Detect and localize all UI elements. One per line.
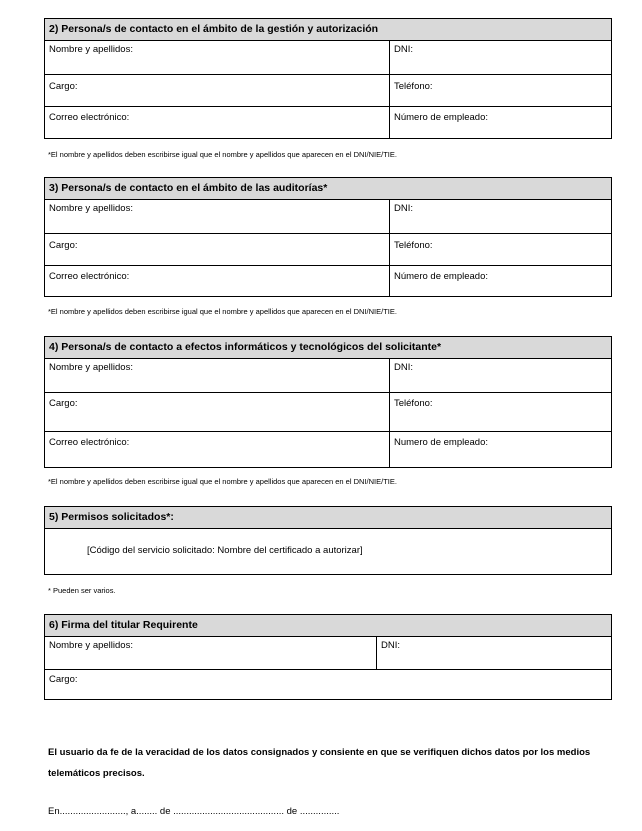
name-field[interactable]: Nombre y apellidos: — [45, 637, 377, 669]
dni-field[interactable]: DNI: — [394, 203, 413, 214]
section-firma — [44, 614, 612, 700]
telefono-field[interactable]: Teléfono: — [394, 240, 433, 251]
cargo-field[interactable]: Cargo: — [49, 674, 78, 685]
telefono-field[interactable]: Teléfono: — [394, 398, 433, 409]
name-field[interactable]: Nombre y apellidos: — [45, 200, 390, 233]
permisos-content-field[interactable]: [Código del servicio solicitado: Nombre del certificado a autorizar] — [87, 545, 363, 556]
cargo-field[interactable]: Cargo: — [45, 75, 390, 106]
telefono-field[interactable]: Teléfono: — [394, 81, 433, 92]
employee-number-field[interactable]: Número de empleado: — [394, 271, 488, 282]
dni-note: *El nombre y apellidos deben escribirse igual que el nombre y apellidos que aparecen en el DNI/NIE/TIE. — [48, 477, 397, 486]
permisos-note: * Pueden ser varios. — [48, 586, 116, 595]
dni-note: *El nombre y apellidos deben escribirse igual que el nombre y apellidos que aparecen en el DNI/NIE/TIE. — [48, 307, 397, 316]
name-field[interactable]: Nombre y apellidos: — [45, 41, 390, 74]
declaration-text: El usuario da fe de la veracidad de los datos consignados y consiente en que se verifiquen dichos datos por los medios telemáticos precisos. — [48, 747, 591, 779]
section-title: 4) Persona/s de contacto a efectos informáticos y tecnológicos del solicitante* — [45, 337, 611, 359]
email-field[interactable]: Correo electrónico: — [45, 107, 390, 138]
employee-number-field[interactable]: Número de empleado: — [394, 112, 488, 123]
section-title: 3) Persona/s de contacto en el ámbito de las auditorías* — [45, 178, 611, 200]
section-title: 5) Permisos solicitados*: — [45, 507, 611, 529]
dni-field[interactable]: DNI: — [394, 44, 413, 55]
section-contacto-auditorias — [44, 177, 612, 297]
cargo-field[interactable]: Cargo: — [45, 393, 390, 431]
section-contacto-informaticos — [44, 336, 612, 468]
dni-field[interactable]: DNI: — [394, 362, 413, 373]
employee-number-field[interactable]: Numero de empleado: — [394, 437, 488, 448]
email-field[interactable]: Correo electrónico: — [45, 432, 390, 467]
name-field[interactable]: Nombre y apellidos: — [45, 359, 390, 392]
section-contacto-gestion — [44, 18, 612, 139]
section-title: 6) Firma del titular Requirente — [45, 615, 611, 637]
signature-place-date-line[interactable]: En........................., a........ de .......................................... de ............... — [48, 806, 340, 817]
dni-note: *El nombre y apellidos deben escribirse igual que el nombre y apellidos que aparecen en el DNI/NIE/TIE. — [48, 150, 397, 159]
dni-field[interactable]: DNI: — [381, 640, 400, 651]
section-permisos — [44, 506, 612, 575]
email-field[interactable]: Correo electrónico: — [45, 266, 390, 296]
section-title: 2) Persona/s de contacto en el ámbito de la gestión y autorización — [45, 19, 611, 41]
cargo-field[interactable]: Cargo: — [45, 234, 390, 265]
